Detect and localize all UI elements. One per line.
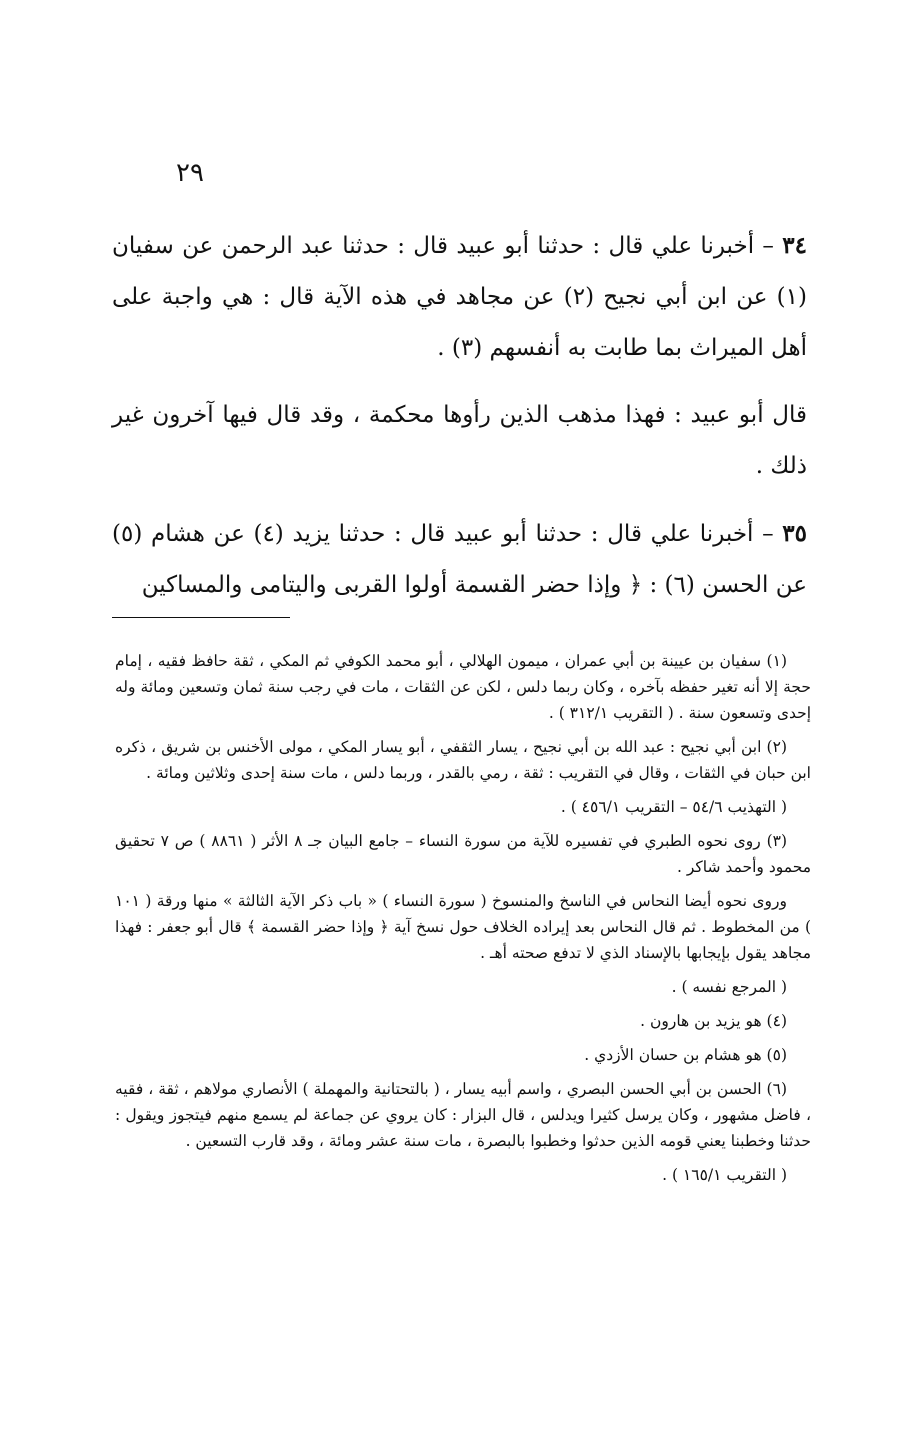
paragraph-number: ٣٥ xyxy=(782,520,807,547)
paragraph-text: – أخبرنا علي قال : حدثنا أبو عبيد قال : حدثنا عبد الرحمن عن سفيان (١) عن ابن أبي نجيح (٢) عن مجاهد في هذه الآية قال : هي واجبة على أهل الميراث بما طابت به أنفسهم (٣) . xyxy=(112,233,808,361)
footnote-separator xyxy=(112,617,290,618)
footnote-5: (٥) هو هشام بن حسان الأزدي . xyxy=(584,1046,787,1064)
paragraph-35 xyxy=(112,508,807,611)
footnote-3: (٣) روى نحوه الطبري في تفسيره للآية من سورة النساء – جامع البيان جـ ٨ الأثر ( ٨٨٦١ ) ص ٧ تحقيق محمود وأحمد شاكر . xyxy=(115,832,811,876)
footnote-6: (٦) الحسن بن أبي الحسن البصري ، واسم أبيه يسار ، ( بالتحتانية والمهملة ) الأنصاري مولاهم ، ثقة ، فقيه ، فاضل مشهور ، وكان يرسل كثيرا ويدلس ، قال البزار : كان يروي عن جماعة لم يسمع منهم فيتجوز ويقول : حدثنا وخطبنا يعني قومه الذين حدثوا وخطبوا بالبصرة ، مات سنة عشر ومائة ، وقد قارب التسعين . xyxy=(115,1080,811,1150)
footnote-1: (١) سفيان بن عيينة بن أبي عمران ، ميمون الهلالي ، أبو محمد الكوفي ثم المكي ، ثقة حافظ فقيه ، إمام حجة إلا أنه تغير حفظه بآخره ، وكان ربما دلس ، لكن عن الثقات ، مات في رجب سنة ثمان وتسعين ومائة وله إحدى وتسعون سنة . ( التقريب ٣١٢/١ ) . xyxy=(115,652,811,722)
paragraph-number: ٣٤ xyxy=(782,232,807,259)
footnote-3-cont: وروى نحوه أيضا النحاس في الناسخ والمنسوخ ( سورة النساء ) « باب ذكر الآية الثالثة » منها ورقة ( ١٠١ ) من المخطوط . ثم قال النحاس بعد إيراده الخلاف حول نسخ آية ﴿ وإذا حضر القسمة ﴾ قال أبو جعفر : فهذا مجاهد يقول بإيجابها بالإسناد الذي لا تدفع صحته أهـ . xyxy=(115,892,811,962)
main-text xyxy=(112,220,807,627)
page-number: ٢٩ xyxy=(176,158,204,188)
paragraph-34 xyxy=(112,220,807,374)
footnote-4: (٤) هو يزيد بن هارون . xyxy=(640,1012,787,1030)
paragraph-commentary xyxy=(112,390,807,492)
paragraph-text: – أخبرنا علي قال : حدثنا أبو عبيد قال : حدثنا يزيد (٤) عن هشام (٥) عن الحسن (٦) : ﴿ وإذا حضر القسمة أولوا القربى واليتامى والمساكين xyxy=(112,521,807,598)
footnote-2-ref: ( التهذيب ٥٤/٦ – التقريب ٤٥٦/١ ) . xyxy=(560,798,787,816)
footnote-2: (٢) ابن أبي نجيح : عبد الله بن أبي نجيح ، يسار الثقفي ، أبو يسار المكي ، مولى الأخنس بن شريق ، ذكره ابن حبان في الثقات ، وقال في التقريب : ثقة ، رمي بالقدر ، وربما دلس ، مات سنة إحدى وثلاثين ومائة . xyxy=(115,738,811,782)
footnotes xyxy=(115,648,811,1196)
footnote-3-ref: ( المرجع نفسه ) . xyxy=(671,978,787,996)
footnote-6-ref: ( التقريب ١٦٥/١ ) . xyxy=(662,1166,787,1184)
paragraph-text: قال أبو عبيد : فهذا مذهب الذين رأوها محكمة ، وقد قال فيها آخرون غير ذلك . xyxy=(112,402,807,479)
